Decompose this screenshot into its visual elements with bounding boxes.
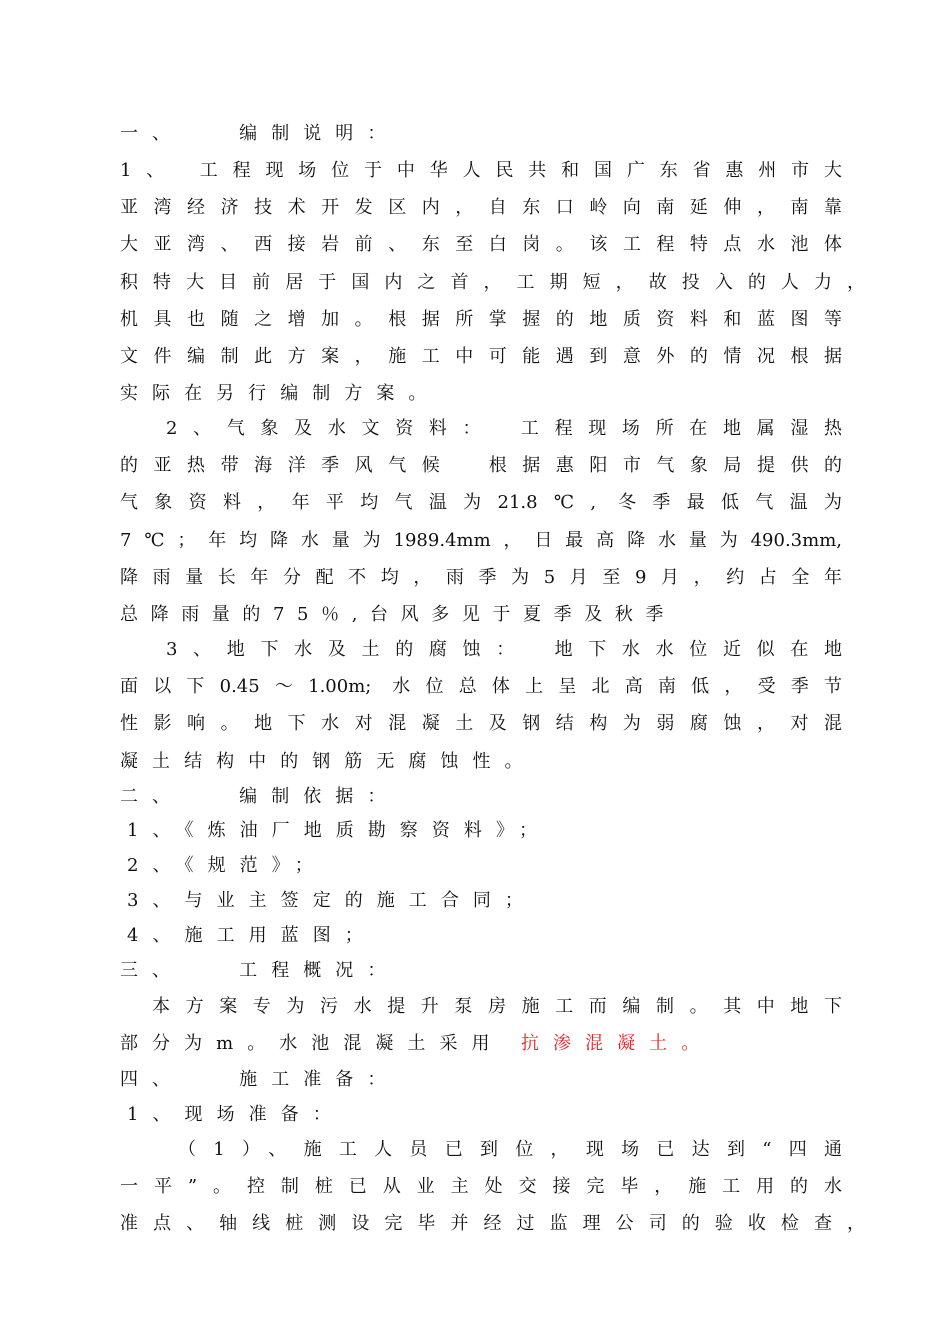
paragraph-line: 凝土结构中的钢筋无腐蚀性。 bbox=[120, 751, 537, 772]
paragraph-line: 2、气象及水文资料： 工程现场所在地属湿热 bbox=[166, 418, 842, 439]
paragraph-line: 部分为m。水池混凝土采用 bbox=[120, 1033, 504, 1054]
paragraph-line: 准点、轴线桩测设完毕并经过监理公司的验收检查， bbox=[120, 1213, 865, 1234]
paragraph-line: 性影响。地下水对混凝土及钢结构为弱腐蚀，对混 bbox=[120, 713, 842, 734]
paragraph-line: 机具也随之增加。根据所掌握的地质资料和蓝图等 bbox=[120, 309, 842, 330]
list-item: 1、《炼油厂地质勘察资料》； bbox=[127, 820, 552, 841]
highlighted-text: 抗渗混凝土。 bbox=[521, 1033, 714, 1054]
section-heading-2: 二、 编制依据： bbox=[120, 786, 400, 807]
paragraph-line: 大亚湾、西接岩前、东至白岗。该工程特点水池体 bbox=[120, 234, 842, 255]
list-item: 1、现场准备： bbox=[127, 1104, 345, 1125]
list-item: 2、《规范》； bbox=[127, 855, 327, 876]
paragraph-line: 本方案专为污水提升泵房施工而编制。其中地下 bbox=[152, 996, 842, 1017]
paragraph-line: 3、地下水及土的腐蚀： 地下水水位近似在地 bbox=[166, 639, 842, 660]
paragraph-line: （1）、施工人员已到位，现场已达到“四通 bbox=[178, 1139, 842, 1160]
paragraph-line: 实际在另行编制方案。 bbox=[120, 383, 441, 404]
list-item: 3、与业主签定的施工合同； bbox=[127, 890, 537, 911]
section-heading-1: 一、 编制说明： bbox=[120, 123, 400, 144]
paragraph-line: 总降雨量的75％,台风多见于夏季及秋季 bbox=[120, 604, 677, 625]
paragraph-line: 亚湾经济技术开发区内，自东口岭向南延伸，南靠 bbox=[120, 197, 842, 218]
list-item: 4、施工用蓝图； bbox=[127, 925, 377, 946]
section-heading-3: 三、 工程概况： bbox=[120, 960, 400, 981]
paragraph-line: 1、 工程现场位于中华人民共和国广东省惠州市大 bbox=[120, 160, 842, 181]
paragraph-line: 的亚热带海洋季风气候 根据惠阳市气象局提供的 bbox=[120, 455, 842, 476]
paragraph-line: 文件编制此方案，施工中可能遇到意外的情况根据 bbox=[120, 346, 842, 367]
paragraph-line: 7℃；年均降水量为1989.4mm，日最高降水量为490.3mm, bbox=[120, 530, 842, 551]
paragraph-line: 降雨量长年分配不均，雨季为5月至9月，约占全年 bbox=[120, 567, 842, 588]
section-heading-4: 四、 施工准备： bbox=[120, 1069, 400, 1090]
paragraph-line: 积特大目前居于国内之首，工期短，故投入的人力， bbox=[120, 272, 865, 293]
paragraph-line: 一平”。控制桩已从业主处交接完毕，施工用的水 bbox=[120, 1176, 842, 1197]
paragraph-line: 气象资料，年平均气温为21.8℃, 冬季最低气温为 bbox=[120, 492, 842, 513]
paragraph-line: 面以下0.45～1.00m; 水位总体上呈北高南低，受季节 bbox=[120, 676, 842, 697]
